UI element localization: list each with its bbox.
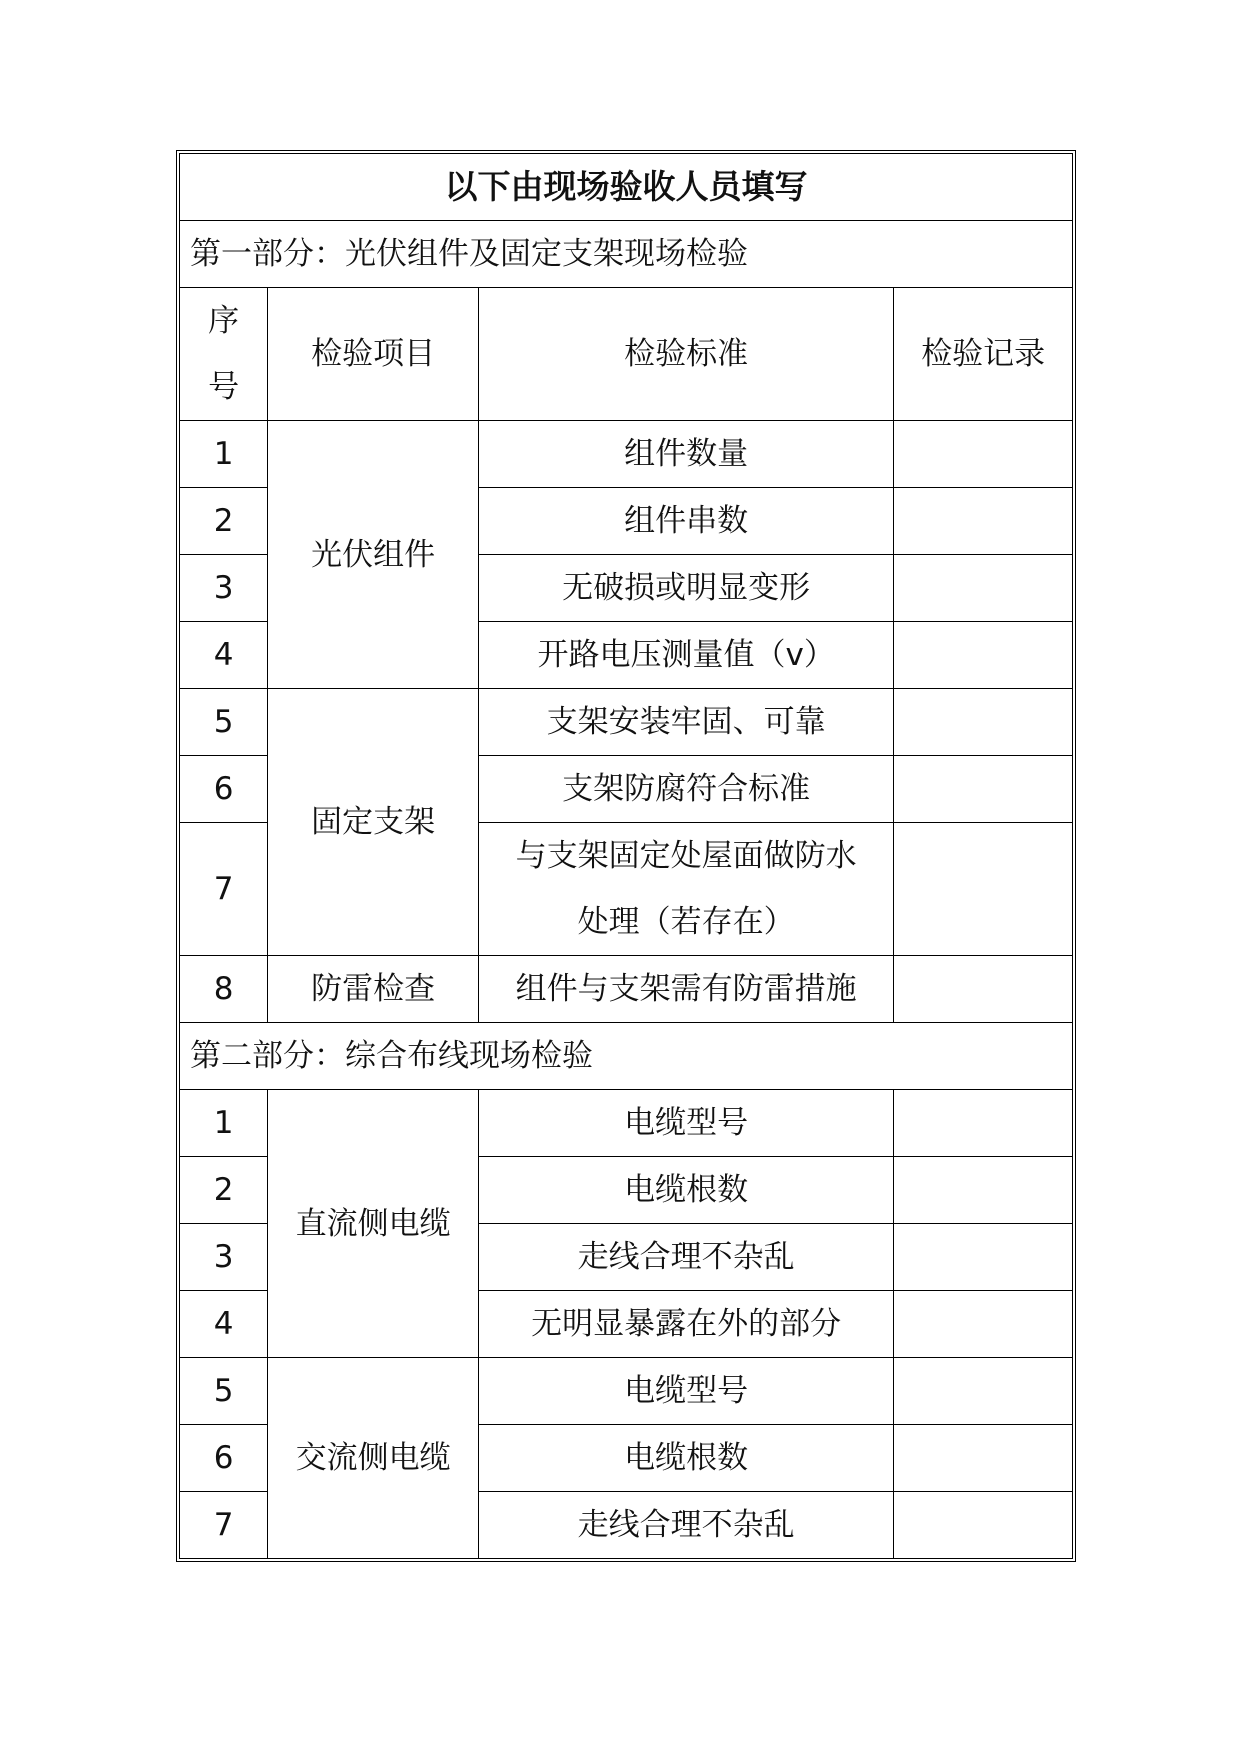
record-cell[interactable] — [894, 1224, 1073, 1291]
record-cell[interactable] — [894, 622, 1073, 689]
row-standard: 组件串数 — [478, 488, 893, 555]
row-number: 2 — [180, 1157, 268, 1224]
record-cell[interactable] — [894, 1492, 1073, 1559]
row-number: 4 — [180, 1291, 268, 1358]
row-standard: 开路电压测量值（v） — [478, 622, 893, 689]
table-row — [180, 421, 1073, 488]
row-standard — [478, 823, 893, 956]
record-cell[interactable] — [894, 1291, 1073, 1358]
record-cell[interactable] — [894, 823, 1073, 956]
group-label-dc: 直流侧电缆 — [268, 1090, 479, 1358]
row-number: 1 — [180, 421, 268, 488]
table-row — [180, 1090, 1073, 1157]
row-number: 3 — [180, 1224, 268, 1291]
row-standard: 支架防腐符合标准 — [478, 756, 893, 823]
row-standard-line1: 与支架固定处屋面做防水 — [515, 838, 857, 874]
seq-header-line2: 号 — [208, 369, 240, 405]
group-label-lightning: 防雷检查 — [268, 956, 479, 1023]
row-number: 6 — [180, 756, 268, 823]
row-number: 3 — [180, 555, 268, 622]
row-standard: 无破损或明显变形 — [478, 555, 893, 622]
column-header-item: 检验项目 — [268, 288, 479, 421]
row-number: 5 — [180, 689, 268, 756]
record-cell[interactable] — [894, 756, 1073, 823]
record-cell[interactable] — [894, 1425, 1073, 1492]
record-cell[interactable] — [894, 1358, 1073, 1425]
row-standard: 组件与支架需有防雷措施 — [478, 956, 893, 1023]
row-standard: 支架安装牢固、可靠 — [478, 689, 893, 756]
table-row — [180, 1358, 1073, 1425]
record-cell[interactable] — [894, 1157, 1073, 1224]
group-label-pv: 光伏组件 — [268, 421, 479, 689]
part2-heading: 第二部分：综合布线现场检验 — [180, 1023, 1073, 1090]
record-cell[interactable] — [894, 421, 1073, 488]
record-cell[interactable] — [894, 555, 1073, 622]
row-number: 6 — [180, 1425, 268, 1492]
row-number: 1 — [180, 1090, 268, 1157]
column-header-record: 检验记录 — [894, 288, 1073, 421]
row-standard: 组件数量 — [478, 421, 893, 488]
record-cell[interactable] — [894, 1090, 1073, 1157]
part1-heading: 第一部分：光伏组件及固定支架现场检验 — [180, 221, 1073, 288]
column-header-standard: 检验标准 — [478, 288, 893, 421]
row-number: 8 — [180, 956, 268, 1023]
group-label-ac: 交流侧电缆 — [268, 1358, 479, 1559]
column-header-seq — [180, 288, 268, 421]
record-cell[interactable] — [894, 488, 1073, 555]
table-row — [180, 689, 1073, 756]
row-number: 7 — [180, 1492, 268, 1559]
inspection-table — [179, 153, 1073, 1559]
inspection-form — [176, 150, 1076, 1562]
row-standard-line2: 处理（若存在） — [577, 904, 795, 940]
row-number: 5 — [180, 1358, 268, 1425]
row-standard: 无明显暴露在外的部分 — [478, 1291, 893, 1358]
row-number: 7 — [180, 823, 268, 956]
row-number: 2 — [180, 488, 268, 555]
row-standard: 走线合理不杂乱 — [478, 1224, 893, 1291]
row-standard: 电缆根数 — [478, 1425, 893, 1492]
table-row — [180, 956, 1073, 1023]
row-standard: 电缆型号 — [478, 1358, 893, 1425]
group-label-bracket: 固定支架 — [268, 689, 479, 956]
row-standard: 走线合理不杂乱 — [478, 1492, 893, 1559]
seq-header-line1: 序 — [208, 303, 240, 339]
row-standard: 电缆型号 — [478, 1090, 893, 1157]
form-title: 以下由现场验收人员填写 — [180, 154, 1073, 221]
record-cell[interactable] — [894, 956, 1073, 1023]
record-cell[interactable] — [894, 689, 1073, 756]
row-number: 4 — [180, 622, 268, 689]
row-standard: 电缆根数 — [478, 1157, 893, 1224]
